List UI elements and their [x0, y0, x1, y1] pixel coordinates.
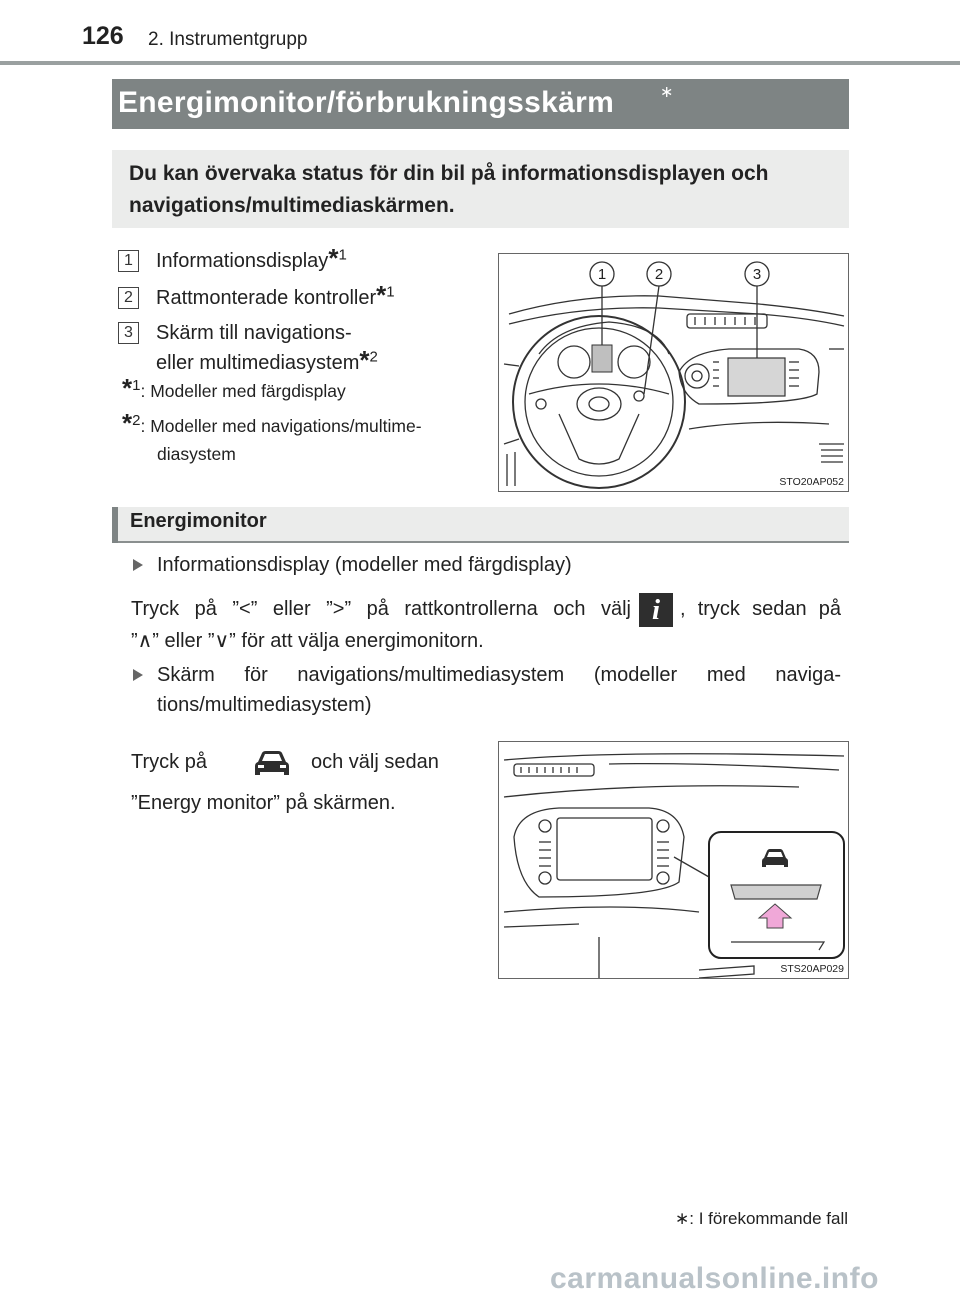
- item-number: 3: [118, 322, 139, 344]
- subsection-heading-2-line-1: Skärm för navigations/multimediasystem (modeller med naviga-: [157, 664, 841, 686]
- subsection-2-text-b: och välj sedan: [311, 751, 439, 773]
- multimedia-figure: [498, 741, 849, 979]
- item-number: 1: [118, 250, 139, 272]
- footnote-1: *1: Modeller med färgdisplay: [122, 373, 346, 403]
- callout-label-2: 2: [654, 266, 664, 283]
- intro-line-1: Du kan övervaka status för din bil på informationsdisplayen och: [129, 162, 769, 185]
- intro-line-2: navigations/multimediaskärmen.: [129, 194, 455, 217]
- section-title: Energimonitor: [130, 510, 267, 532]
- info-i-icon: i: [639, 593, 673, 627]
- footnote-2-cont: diasystem: [157, 444, 236, 464]
- item-label-line-2: eller multimediasystem*$^2$: [156, 345, 378, 375]
- subsection-2-text-a: Tryck på: [131, 751, 207, 773]
- triangle-bullet-icon: [133, 559, 143, 571]
- page-footnote: ∗: I förekommande fall: [675, 1209, 848, 1228]
- subsection-1-text-b: , tryck sedan på: [680, 598, 841, 620]
- item-label: Informationsdisplay*$^1$: [156, 243, 347, 273]
- footnote-2: *2: Modeller med navigations/multime-: [122, 408, 422, 438]
- watermark: carmanualsonline.info: [550, 1262, 879, 1295]
- callout-label-3: 3: [752, 266, 762, 283]
- subsection-heading-2-line-2: tions/multimediasystem): [157, 694, 372, 716]
- page-title: Energimonitor/förbrukningsskärm: [118, 86, 615, 119]
- header-rule: [0, 61, 960, 65]
- item-label-line-1: Skärm till navigations-: [156, 322, 352, 344]
- car-icon: [252, 748, 292, 780]
- chapter-heading: 2. Instrumentgrupp: [148, 29, 308, 50]
- callout-label-1: 1: [597, 266, 607, 283]
- figure-code: STO20AP052: [779, 476, 844, 488]
- item-number: 2: [118, 287, 139, 309]
- dashboard-illustration: [499, 254, 848, 491]
- dashboard-figure: [498, 253, 849, 492]
- title-asterisk: ∗: [660, 84, 674, 101]
- subsection-2-text-c: ”Energy monitor” på skärmen.: [131, 792, 396, 814]
- page-number: 126: [82, 22, 124, 50]
- figure-code: STS20AP029: [780, 963, 844, 975]
- section-accent: [112, 507, 118, 543]
- subsection-1-text-a: Tryck på ”<” eller ”>” på rattkontrollerna och välj: [131, 598, 631, 620]
- triangle-bullet-icon: [133, 669, 143, 681]
- multimedia-illustration: [499, 742, 848, 978]
- subsection-heading-1: Informationsdisplay (modeller med färgdisplay): [157, 554, 572, 576]
- item-label: Rattmonterade kontroller*$^1$: [156, 280, 395, 310]
- subsection-1-text-c: ”∧” eller ”∨” för att välja energimonitorn.: [131, 630, 484, 652]
